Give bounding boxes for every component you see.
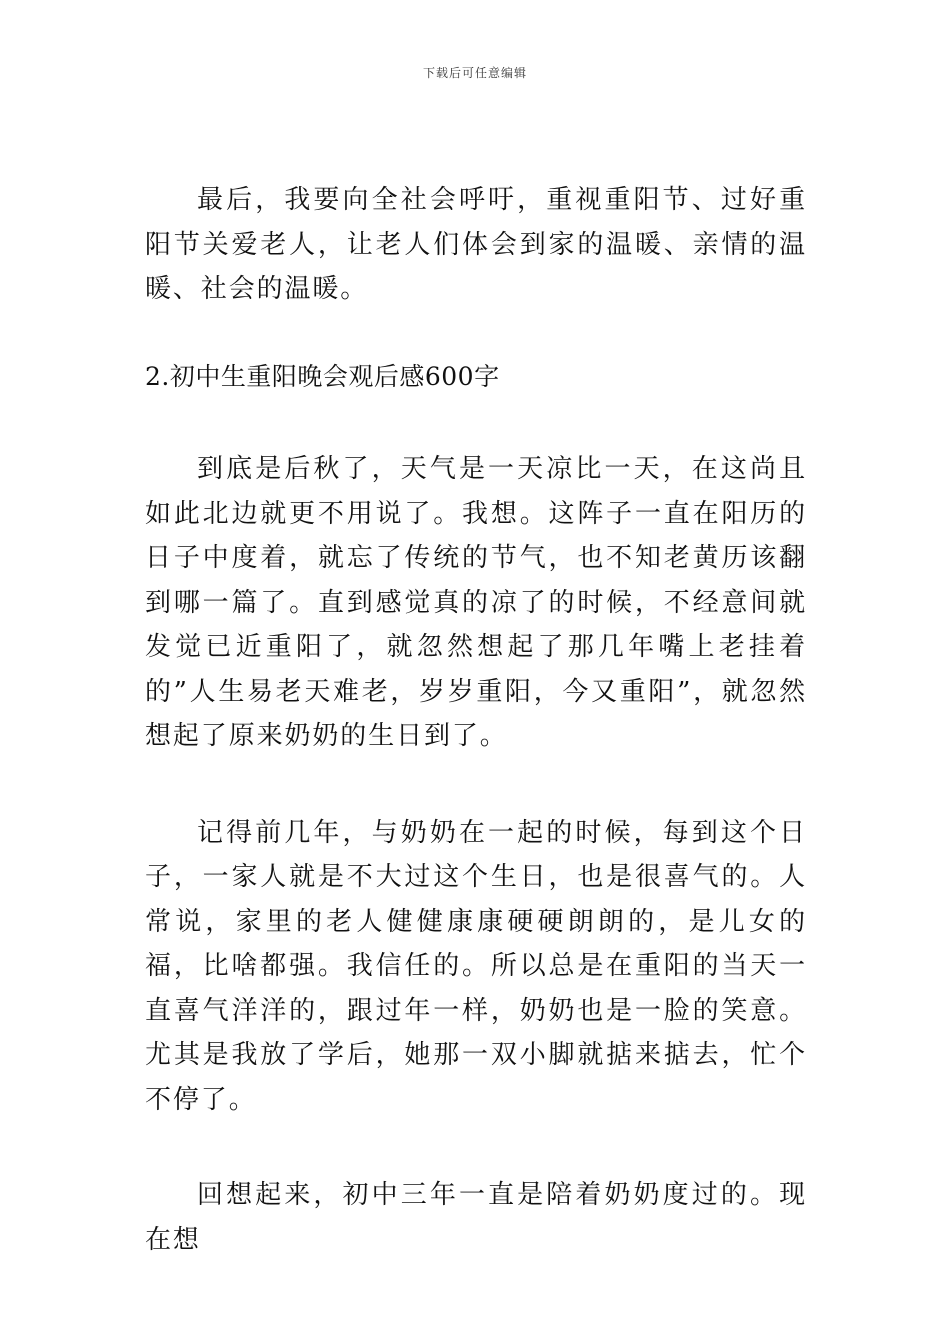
paragraph-memories-grandma: 记得前几年，与奶奶在一起的时候，每到这个日子，一家人就是不大过这个生日，也是很喜气的。人常说，家里的老人健健康康硬硬朗朗的，是儿女的福，比啥都强。我信任的。所以总是在重阳的当天一直喜气洋洋的，跟过年一样，奶奶也是一脸的笑意。尤其是我放了学后，她那一双小脚就掂来掂去，忙个不停了。	[145, 817, 807, 1115]
paragraph-recollection: 回想起来，初中三年一直是陪着奶奶度过的。现在想	[145, 1180, 807, 1255]
paragraph-late-autumn: 到底是后秋了，天气是一天凉比一天，在这尚且如此北边就更不用说了。我想。这阵子一直在阳历的日子中度着，就忘了传统的节气，也不知老黄历该翻到哪一篇了。直到感觉真的凉了的时候，不经意间就发觉已近重阳了，就忽然想起了那几年嘴上老挂着的”人生易老天难老，岁岁重阳，今又重阳”，就忽然想起了原来奶奶的生日到了。	[145, 454, 807, 751]
paragraph-spacer	[145, 1122, 807, 1173]
page-header: 下载后可任意编辑	[422, 66, 527, 80]
paragraph-spacer	[145, 399, 807, 447]
section-heading: 2.初中生重阳晚会观后感600字	[145, 361, 500, 391]
paragraph-spacer	[145, 759, 807, 811]
document-body	[145, 178, 807, 1262]
paragraph-spacer	[145, 312, 807, 355]
paragraph-closing-appeal: 最后，我要向全社会呼吁，重视重阳节、过好重阳节关爱老人，让老人们体会到家的温暖、亲情的温暖、社会的温暖。	[145, 185, 807, 304]
